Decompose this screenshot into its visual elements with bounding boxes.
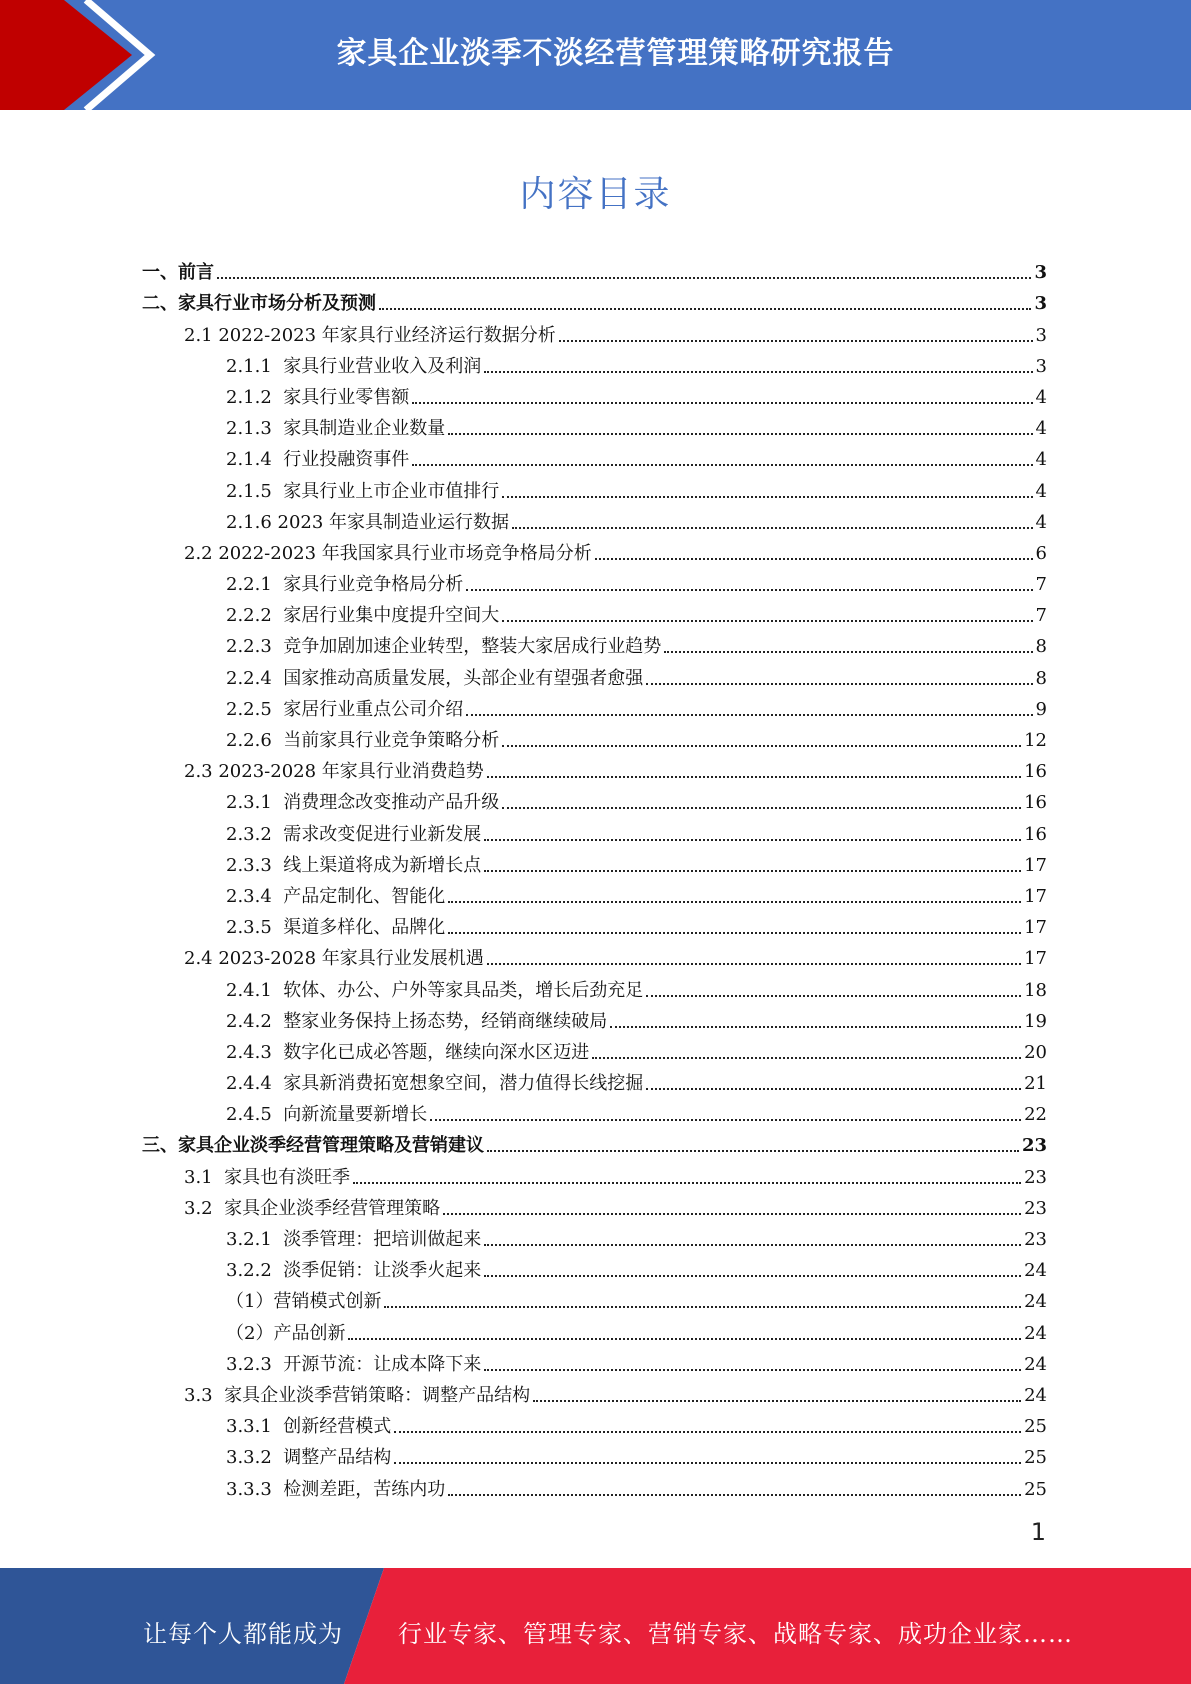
toc-entry-title: 2.3.5 渠道多样化、品牌化 — [226, 917, 446, 939]
toc-entry-page: 18 — [1024, 979, 1047, 1001]
toc-entry[interactable] — [142, 1469, 1047, 1500]
toc-entry[interactable] — [142, 1126, 1047, 1157]
toc-entry-title: 2.3.3 线上渠道将成为新增长点 — [226, 854, 482, 876]
toc-entry[interactable] — [142, 1438, 1047, 1469]
toc-entry-title: 2.1.4 行业投融资事件 — [226, 449, 410, 471]
toc-entry[interactable] — [142, 846, 1047, 877]
toc-entry-page: 16 — [1024, 792, 1047, 814]
toc-entry-page: 3 — [1034, 262, 1047, 284]
toc-entry[interactable] — [142, 1220, 1047, 1251]
toc-leader-dots — [430, 1119, 1021, 1121]
toc-entry-page: 23 — [1021, 1135, 1047, 1157]
toc-entry[interactable] — [142, 1064, 1047, 1095]
header-band — [0, 0, 1191, 110]
toc-entry-title: 3.1 家具也有淡旺季 — [184, 1166, 351, 1188]
toc-entry-title: 2.3.1 消费理念改变推动产品升级 — [226, 792, 500, 814]
toc-entry-title: 2.1.5 家具行业上市企业市值排行 — [226, 480, 500, 502]
toc-entry[interactable] — [142, 627, 1047, 658]
toc-entry-title: 2.2.1 家具行业竞争格局分析 — [226, 574, 464, 596]
toc-entry-title: 3.2 家具企业淡季经营管理策略 — [184, 1197, 441, 1219]
toc-leader-dots — [217, 277, 1031, 279]
toc-entry[interactable] — [142, 471, 1047, 502]
toc-entry-page: 8 — [1035, 636, 1047, 658]
report-title: 家具企业淡季不淡经营管理策略研究报告 — [336, 36, 895, 71]
toc-entry[interactable] — [142, 440, 1047, 471]
toc-entry-page: 21 — [1024, 1073, 1047, 1095]
toc-entry-page: 22 — [1024, 1104, 1047, 1126]
toc-entry-page: 3 — [1035, 324, 1047, 346]
toc-entry[interactable] — [142, 596, 1047, 627]
toc-entry[interactable] — [142, 253, 1047, 284]
toc-leader-dots — [394, 1462, 1021, 1464]
toc-entry-page: 23 — [1024, 1197, 1047, 1219]
toc-leader-dots — [466, 714, 1032, 716]
toc-entry-page: 7 — [1035, 574, 1047, 596]
toc-entry-page: 24 — [1024, 1260, 1047, 1282]
toc-entry[interactable] — [142, 1282, 1047, 1313]
toc-entry-page: 3 — [1035, 355, 1047, 377]
toc-entry-page: 9 — [1035, 698, 1047, 720]
toc-entry[interactable] — [142, 939, 1047, 970]
toc-entry-page: 17 — [1024, 854, 1047, 876]
toc-entry-title: （1）营销模式创新 — [226, 1291, 382, 1313]
toc-leader-dots — [646, 1088, 1021, 1090]
toc-entry[interactable] — [142, 783, 1047, 814]
toc-entry[interactable] — [142, 1345, 1047, 1376]
toc-leader-dots — [487, 1150, 1019, 1152]
toc-entry-page: 24 — [1024, 1322, 1047, 1344]
toc-entry[interactable] — [142, 378, 1047, 409]
toc-entry[interactable] — [142, 534, 1047, 565]
toc-entry-title: 2.1.6 2023 年家具制造业运行数据 — [226, 511, 510, 533]
toc-leader-dots — [484, 371, 1032, 373]
footer-slogan-left: 让每个人都能成为 — [143, 1620, 343, 1648]
toc-entry-page: 12 — [1024, 730, 1047, 751]
toc-entry-title: 2.4.5 向新流量要新增长 — [226, 1104, 428, 1126]
toc-entry-title: 2.1 2022-2023 年家具行业经济运行数据分析 — [184, 324, 556, 346]
toc-entry-title: 2.4.1 软体、办公、户外等家具品类，增长后劲充足 — [226, 979, 644, 1001]
toc-leader-dots — [502, 496, 1032, 498]
toc-leader-dots — [646, 683, 1032, 685]
toc-entry[interactable] — [142, 1095, 1047, 1126]
toc-entry-title: 2.2.4 国家推动高质量发展，头部企业有望强者愈强 — [226, 667, 644, 689]
toc-entry-title: 2.2.5 家居行业重点公司介绍 — [226, 698, 464, 720]
toc-entry-title: 2.3.4 产品定制化、智能化 — [226, 885, 446, 907]
toc-leader-dots — [348, 1338, 1021, 1340]
toc-entry-title: 2.2.3 竞争加剧加速企业转型，整装大家居成行业趋势 — [226, 636, 662, 658]
toc-entry-page: 4 — [1035, 449, 1047, 471]
toc-leader-dots — [487, 776, 1021, 778]
toc-leader-dots — [448, 901, 1021, 903]
toc-leader-dots — [394, 1431, 1021, 1433]
toc-entry[interactable] — [142, 315, 1047, 346]
toc-leader-dots — [592, 1057, 1021, 1059]
toc-entry[interactable] — [142, 1157, 1047, 1188]
toc-entry-title: 2.2 2022-2023 年我国家具行业市场竞争格局分析 — [184, 542, 592, 564]
toc-leader-dots — [448, 433, 1032, 435]
toc-entry-page: 24 — [1024, 1353, 1047, 1375]
toc-entry-title: 2.1.2 家具行业零售额 — [226, 386, 410, 408]
toc-entry-title: 2.3.2 需求改变促进行业新发展 — [226, 823, 482, 845]
toc-entry-title: （2）产品创新 — [226, 1322, 346, 1344]
toc-entry-page: 4 — [1035, 418, 1047, 440]
toc-entry-page: 4 — [1035, 386, 1047, 408]
toc-leader-dots — [533, 1400, 1021, 1402]
toc-entry-page: 17 — [1024, 948, 1047, 970]
toc-entry-page: 24 — [1024, 1291, 1047, 1313]
toc-leader-dots — [559, 340, 1033, 342]
toc-entry-title: 2.3 2023-2028 年家具行业消费趋势 — [184, 761, 484, 783]
toc-entry[interactable] — [142, 347, 1047, 378]
toc-leader-dots — [484, 870, 1021, 872]
toc-entry-title: 2.4 2023-2028 年家具行业发展机遇 — [184, 948, 484, 970]
toc-leader-dots — [379, 308, 1031, 310]
toc-entry-title: 三、家具企业淡季经营管理策略及营销建议 — [142, 1135, 484, 1157]
toc-leader-dots — [595, 558, 1033, 560]
toc-leader-dots — [484, 839, 1021, 841]
toc-entry[interactable] — [142, 1251, 1047, 1282]
toc-leader-dots — [646, 995, 1021, 997]
toc-entry-page: 7 — [1035, 605, 1047, 627]
toc-entry-page: 8 — [1035, 667, 1047, 689]
toc-entry-page: 19 — [1024, 1010, 1047, 1032]
toc-leader-dots — [448, 1494, 1021, 1496]
toc-entry-page: 23 — [1024, 1229, 1047, 1250]
toc-leader-dots — [412, 464, 1032, 466]
toc-entry-page: 3 — [1034, 293, 1047, 315]
footer-slogan-right: 行业专家、管理专家、营销专家、战略专家、成功企业家…… — [398, 1620, 1073, 1648]
toc-entry-title: 2.2.2 家居行业集中度提升空间大 — [226, 605, 500, 627]
toc-entry[interactable] — [142, 877, 1047, 908]
toc-entry-page: 16 — [1024, 761, 1047, 783]
toc-entry-page: 25 — [1024, 1478, 1047, 1500]
footer-band — [0, 1568, 1191, 1684]
toc-leader-dots — [448, 932, 1021, 934]
toc-entry[interactable] — [142, 970, 1047, 1001]
toc-entry[interactable] — [142, 658, 1047, 689]
toc-entry[interactable] — [142, 752, 1047, 783]
toc-entry-title: 3.2.3 开源节流：让成本降下来 — [226, 1353, 482, 1375]
toc-entry-title: 2.1.1 家具行业营业收入及利润 — [226, 355, 482, 377]
toc-leader-dots — [484, 1369, 1021, 1371]
toc-entry-title: 2.4.4 家具新消费拓宽想象空间，潜力值得长线挖掘 — [226, 1073, 644, 1095]
toc-entry-page: 17 — [1024, 885, 1047, 907]
toc-leader-dots — [412, 402, 1032, 404]
toc-leader-dots — [484, 1244, 1021, 1246]
toc-entry-page: 23 — [1024, 1166, 1047, 1188]
toc-entry-page: 4 — [1035, 511, 1047, 533]
toc-entry-page: 25 — [1024, 1416, 1047, 1438]
toc-entry[interactable] — [142, 1189, 1047, 1220]
toc-entry[interactable] — [142, 1033, 1047, 1064]
table-of-contents — [142, 253, 1047, 1501]
toc-leader-dots — [502, 807, 1021, 809]
toc-entry-page: 16 — [1024, 823, 1047, 845]
toc-entry-title: 2.4.3 数字化已成必答题，继续向深水区迈进 — [226, 1041, 590, 1063]
toc-entry-title: 2.2.6 当前家具行业竞争策略分析 — [226, 730, 500, 751]
toc-entry-page: 6 — [1035, 542, 1047, 564]
toc-entry-page: 20 — [1024, 1041, 1047, 1063]
toc-leader-dots — [487, 963, 1021, 965]
toc-leader-dots — [610, 1026, 1021, 1028]
toc-leader-dots — [384, 1306, 1021, 1308]
toc-heading: 内容目录 — [519, 174, 672, 215]
toc-leader-dots — [502, 620, 1032, 622]
toc-leader-dots — [353, 1182, 1021, 1184]
toc-entry[interactable] — [142, 503, 1047, 534]
toc-leader-dots — [664, 651, 1032, 653]
toc-entry[interactable] — [142, 1002, 1047, 1033]
toc-entry-title: 二、家具行业市场分析及预测 — [142, 293, 376, 315]
toc-entry[interactable] — [142, 908, 1047, 939]
toc-entry-title: 3.2.2 淡季促销：让淡季火起来 — [226, 1260, 482, 1282]
toc-entry[interactable] — [142, 409, 1047, 440]
toc-entry-title: 2.1.3 家具制造业企业数量 — [226, 418, 446, 440]
toc-entry[interactable] — [142, 1407, 1047, 1438]
toc-entry-title: 3.3.1 创新经营模式 — [226, 1416, 392, 1438]
toc-entry-title: 3.3.3 检测差距，苦练内功 — [226, 1478, 446, 1500]
toc-leader-dots — [466, 589, 1032, 591]
toc-entry-page: 17 — [1024, 917, 1047, 939]
red-chevron-icon — [0, 0, 160, 110]
toc-leader-dots — [512, 527, 1032, 529]
toc-entry-title: 一、前言 — [142, 262, 214, 284]
toc-entry-page: 24 — [1024, 1384, 1047, 1406]
toc-leader-dots — [502, 745, 1021, 747]
page-number: 1 — [1030, 1518, 1046, 1546]
toc-leader-dots — [484, 1275, 1021, 1277]
toc-entry[interactable] — [142, 814, 1047, 845]
toc-entry-title: 3.3.2 调整产品结构 — [226, 1447, 392, 1469]
toc-entry[interactable] — [142, 1313, 1047, 1344]
toc-leader-dots — [443, 1213, 1021, 1215]
toc-entry-page: 25 — [1024, 1447, 1047, 1469]
toc-entry[interactable] — [142, 721, 1047, 752]
toc-entry[interactable] — [142, 1376, 1047, 1407]
toc-entry-page: 4 — [1035, 480, 1047, 502]
toc-entry[interactable] — [142, 565, 1047, 596]
toc-entry[interactable] — [142, 284, 1047, 315]
toc-entry-title: 3.2.1 淡季管理：把培训做起来 — [226, 1229, 482, 1250]
toc-entry-title: 2.4.2 整家业务保持上扬态势，经销商继续破局 — [226, 1010, 608, 1032]
toc-entry-title: 3.3 家具企业淡季营销策略：调整产品结构 — [184, 1384, 531, 1406]
toc-entry[interactable] — [142, 690, 1047, 721]
